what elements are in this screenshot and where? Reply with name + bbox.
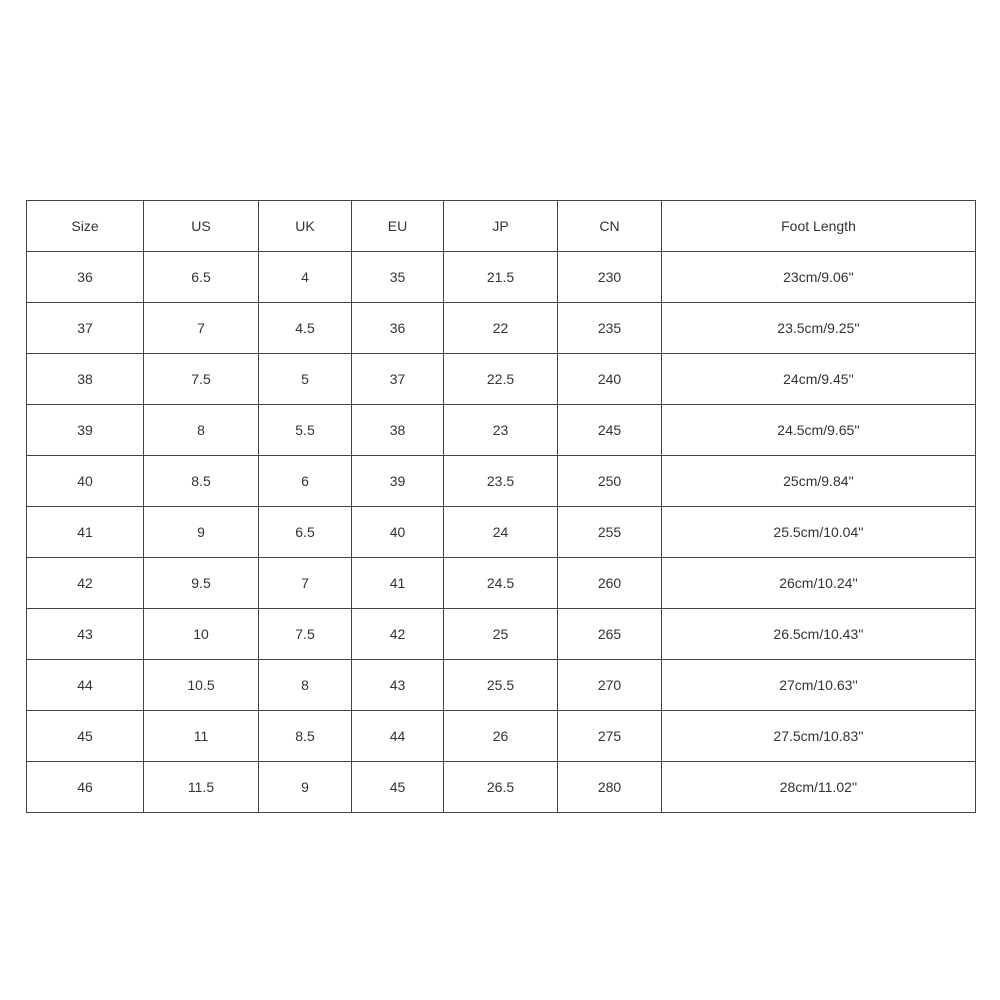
cell-foot-length: 28cm/11.02'' xyxy=(662,762,976,813)
cell-cn: 250 xyxy=(558,456,662,507)
cell-cn: 265 xyxy=(558,609,662,660)
cell-jp: 26.5 xyxy=(444,762,558,813)
cell-us: 8.5 xyxy=(144,456,259,507)
cell-foot-length: 23cm/9.06'' xyxy=(662,252,976,303)
cell-us: 10 xyxy=(144,609,259,660)
cell-us: 10.5 xyxy=(144,660,259,711)
cell-uk: 5.5 xyxy=(259,405,352,456)
cell-cn: 245 xyxy=(558,405,662,456)
cell-foot-length: 23.5cm/9.25'' xyxy=(662,303,976,354)
cell-foot-length: 27.5cm/10.83'' xyxy=(662,711,976,762)
table-row xyxy=(27,252,976,303)
table-row xyxy=(27,303,976,354)
table-row xyxy=(27,507,976,558)
cell-us: 11.5 xyxy=(144,762,259,813)
cell-us: 8 xyxy=(144,405,259,456)
cell-eu: 36 xyxy=(352,303,444,354)
cell-size: 39 xyxy=(27,405,144,456)
cell-foot-length: 24.5cm/9.65'' xyxy=(662,405,976,456)
cell-size: 45 xyxy=(27,711,144,762)
cell-cn: 275 xyxy=(558,711,662,762)
cell-jp: 25.5 xyxy=(444,660,558,711)
cell-jp: 24.5 xyxy=(444,558,558,609)
cell-size: 44 xyxy=(27,660,144,711)
cell-eu: 45 xyxy=(352,762,444,813)
table-row xyxy=(27,660,976,711)
table-row xyxy=(27,354,976,405)
cell-foot-length: 25cm/9.84'' xyxy=(662,456,976,507)
cell-eu: 39 xyxy=(352,456,444,507)
cell-foot-length: 27cm/10.63'' xyxy=(662,660,976,711)
table-row xyxy=(27,609,976,660)
cell-foot-length: 24cm/9.45'' xyxy=(662,354,976,405)
cell-cn: 280 xyxy=(558,762,662,813)
cell-us: 6.5 xyxy=(144,252,259,303)
cell-size: 42 xyxy=(27,558,144,609)
cell-eu: 42 xyxy=(352,609,444,660)
cell-jp: 26 xyxy=(444,711,558,762)
cell-foot-length: 25.5cm/10.04'' xyxy=(662,507,976,558)
cell-jp: 23 xyxy=(444,405,558,456)
table-row xyxy=(27,405,976,456)
cell-jp: 22 xyxy=(444,303,558,354)
header-uk: UK xyxy=(259,201,352,252)
cell-us: 9 xyxy=(144,507,259,558)
cell-eu: 37 xyxy=(352,354,444,405)
header-size: Size xyxy=(27,201,144,252)
cell-eu: 41 xyxy=(352,558,444,609)
cell-us: 9.5 xyxy=(144,558,259,609)
cell-size: 36 xyxy=(27,252,144,303)
header-cn: CN xyxy=(558,201,662,252)
cell-uk: 6.5 xyxy=(259,507,352,558)
cell-uk: 7.5 xyxy=(259,609,352,660)
cell-size: 43 xyxy=(27,609,144,660)
cell-eu: 40 xyxy=(352,507,444,558)
header-us: US xyxy=(144,201,259,252)
table-body xyxy=(27,252,976,813)
cell-jp: 25 xyxy=(444,609,558,660)
cell-jp: 21.5 xyxy=(444,252,558,303)
cell-size: 46 xyxy=(27,762,144,813)
table-row xyxy=(27,558,976,609)
cell-us: 7 xyxy=(144,303,259,354)
cell-foot-length: 26.5cm/10.43'' xyxy=(662,609,976,660)
cell-size: 38 xyxy=(27,354,144,405)
header-jp: JP xyxy=(444,201,558,252)
cell-size: 41 xyxy=(27,507,144,558)
cell-size: 40 xyxy=(27,456,144,507)
cell-uk: 7 xyxy=(259,558,352,609)
cell-us: 11 xyxy=(144,711,259,762)
cell-foot-length: 26cm/10.24'' xyxy=(662,558,976,609)
table-row xyxy=(27,762,976,813)
cell-cn: 255 xyxy=(558,507,662,558)
size-chart-table xyxy=(26,200,976,813)
cell-eu: 44 xyxy=(352,711,444,762)
cell-cn: 260 xyxy=(558,558,662,609)
cell-cn: 240 xyxy=(558,354,662,405)
cell-jp: 22.5 xyxy=(444,354,558,405)
cell-cn: 230 xyxy=(558,252,662,303)
cell-jp: 24 xyxy=(444,507,558,558)
table-row xyxy=(27,456,976,507)
cell-cn: 270 xyxy=(558,660,662,711)
cell-uk: 8.5 xyxy=(259,711,352,762)
cell-size: 37 xyxy=(27,303,144,354)
header-foot-length: Foot Length xyxy=(662,201,976,252)
cell-uk: 5 xyxy=(259,354,352,405)
cell-uk: 6 xyxy=(259,456,352,507)
cell-eu: 43 xyxy=(352,660,444,711)
header-row xyxy=(27,201,976,252)
cell-uk: 8 xyxy=(259,660,352,711)
cell-eu: 35 xyxy=(352,252,444,303)
table-row xyxy=(27,711,976,762)
cell-cn: 235 xyxy=(558,303,662,354)
cell-uk: 9 xyxy=(259,762,352,813)
cell-us: 7.5 xyxy=(144,354,259,405)
header-eu: EU xyxy=(352,201,444,252)
cell-uk: 4.5 xyxy=(259,303,352,354)
cell-uk: 4 xyxy=(259,252,352,303)
cell-jp: 23.5 xyxy=(444,456,558,507)
cell-eu: 38 xyxy=(352,405,444,456)
